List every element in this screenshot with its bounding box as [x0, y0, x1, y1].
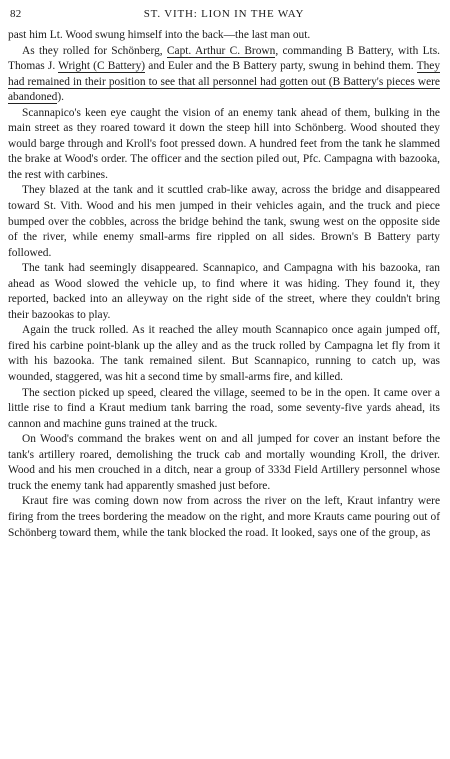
- underlined-text: Wright (C Battery): [58, 60, 146, 73]
- running-head: ST. VITH: LION IN THE WAY: [143, 8, 305, 20]
- paragraph: [8, 28, 440, 44]
- text-segment: , commanding B Battery, with Lts. Thomas J.: [8, 44, 440, 73]
- text-segment: Kraut fire was coming down now from across the river on the left, Kraut infantry were firing from the trees bordering the meadow on the right, and more Krauts came pouring out of Schönberg toward them, while the tank blocked the road. It looked, says one of the group, as: [8, 495, 440, 539]
- paragraph: [8, 432, 440, 494]
- page-header: [8, 6, 440, 28]
- paragraph: [8, 183, 440, 261]
- text-segment: The section picked up speed, cleared the village, seemed to be in the open. It came over a little rise to find a Kraut medium tank barring the road, some seventy-five yards ahead, its cannon and machine guns trained at the truck.: [8, 386, 440, 430]
- underlined-text: They had remained in their position to see that all personnel had gotten out (B Battery's pieces were abandoned: [8, 60, 441, 104]
- underlined-text: Capt. Arthur C. Brown: [166, 44, 276, 57]
- text-segment: As they rolled for Schönberg,: [22, 44, 167, 57]
- text-segment: The tank had seemingly disappeared. Scannapico, and Campagna with his bazooka, ran ahead as Wood slowed the vehicle up, to find where it was hiding. They found it, they reported, backed into an alleyway on the right side of the street, where they couldn't bring their bazookas to play.: [8, 262, 440, 321]
- text-segment: On Wood's command the brakes went on and all jumped for cover an instant before the tank's artillery roared, demolishing the truck cab and mortally wounding Kroll, the driver. Wood and his men crouched in a ditch, near a group of 333d Field Artillery personnel whose truck the enemy tank had apparently smashed just before.: [8, 433, 440, 492]
- paragraph: [8, 261, 440, 323]
- paragraph: [8, 386, 440, 433]
- text-segment: They blazed at the tank and it scuttled crab-like away, across the bridge and disappeared toward St. Vith. Wood and his men jumped in their vehicles again, and the truck and piece bumped over the cobbles, across the bridge behind the tank, swung west on the opposite side of the river, while enemy small-arms fire rippled on all sides. Brown's B Battery party followed.: [8, 184, 440, 259]
- paragraph: [8, 323, 440, 385]
- paragraph: [8, 44, 440, 106]
- text-segment: past him Lt. Wood swung himself into the back—the last man out.: [8, 29, 311, 41]
- text-segment: Scannapico's keen eye caught the vision of an enemy tank ahead of them, bulking in the main street as they roared toward it down the steep hill into Schönberg. Wood shouted they would barge through and Kroll's foot pressed down. A hundred feet from the tank he slammed the brake at Wood's order. The officer and the section piled out, Pfc. Campagna with bazooka, the rest with carbines.: [8, 106, 440, 181]
- body-text: [8, 28, 440, 541]
- text-segment: Again the truck rolled. As it reached the alley mouth Scannapico once again jumped off, fired his carbine point-blank up the alley and as the truck rolled by Campagna let fly from it with his bazooka. The tank remained silent. But Scannapico, running to catch up, was wounded, staggered, was hit a second time by small-arms fire, and killed.: [8, 324, 440, 384]
- page-number: 82: [10, 8, 22, 20]
- text-segment: ).: [57, 91, 64, 104]
- paragraph: [8, 494, 440, 541]
- paragraph: [8, 106, 440, 184]
- text-segment: and Euler and the B Battery party, swung in behind them.: [145, 60, 417, 73]
